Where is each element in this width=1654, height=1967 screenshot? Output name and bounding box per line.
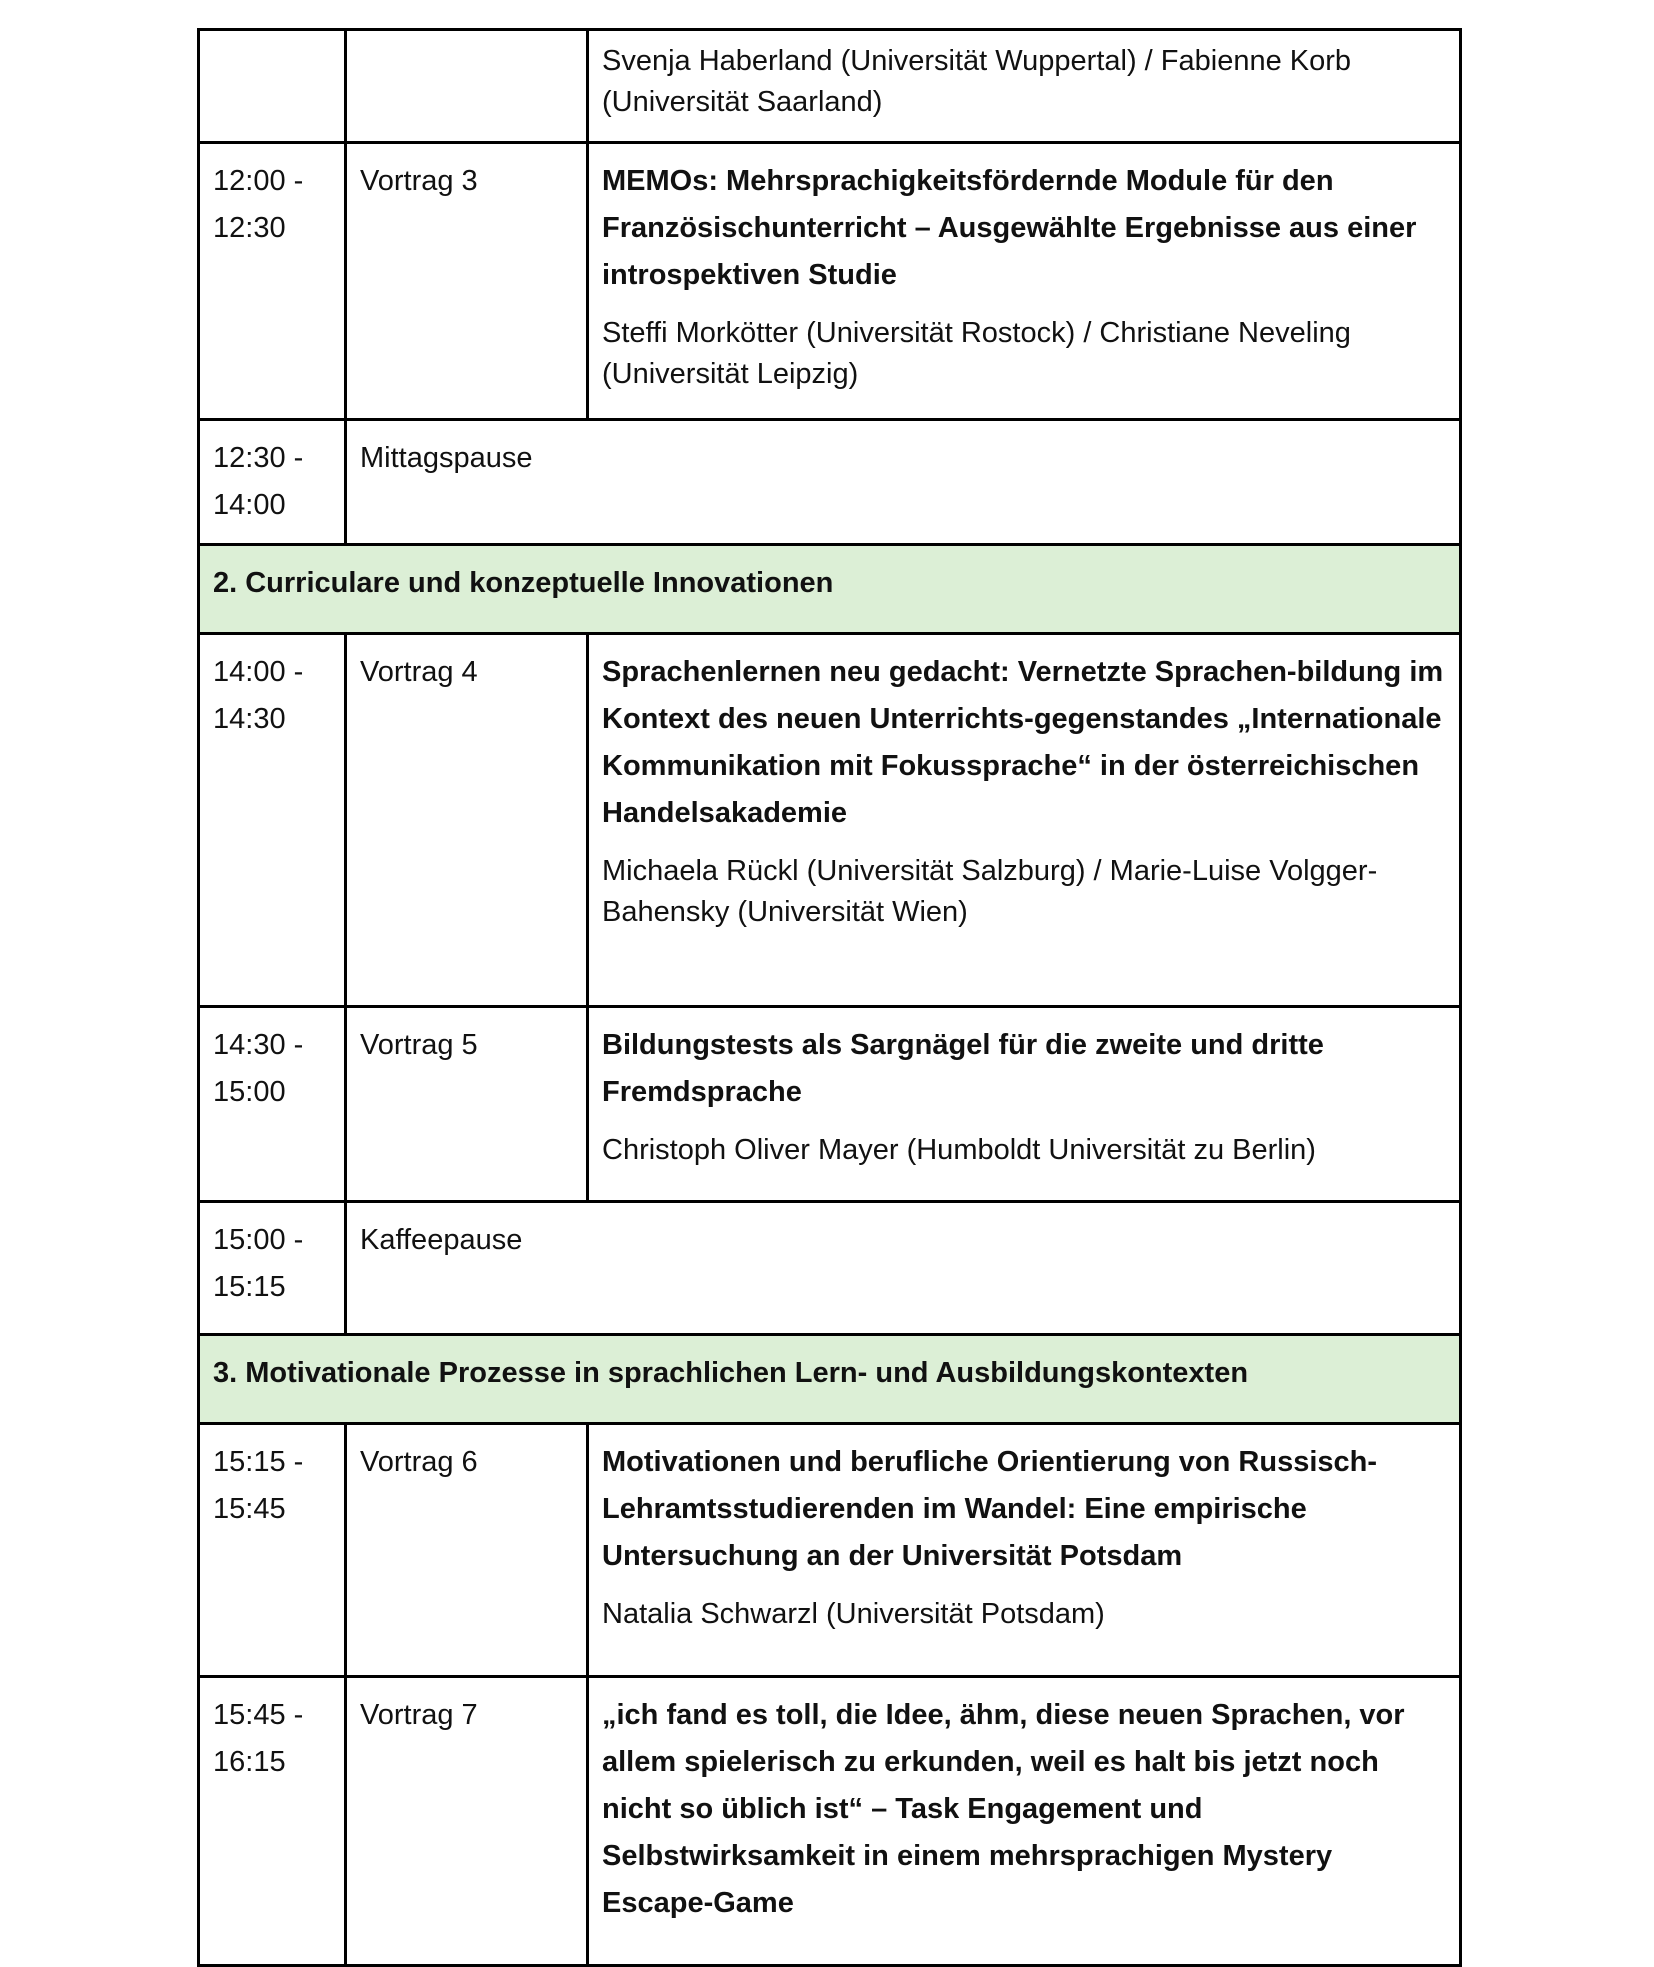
- talk-title: Sprachenlernen neu gedacht: Vernetzte Sprachen-bildung im Kontext des neuen Unterrichts-gegenstandes „Internationale Kommunikation mit Fokussprache“ in der österreichischen Handelsakademie: [602, 656, 1444, 829]
- talk-authors: Svenja Haberland (Universität Wuppertal) / Fabienne Korb (Universität Saarland): [602, 45, 1352, 118]
- table-row: [199, 1202, 1461, 1335]
- program-page: [197, 28, 1459, 1967]
- type-cell: Vortrag 6: [346, 1424, 588, 1677]
- talk-cell: [588, 1007, 1461, 1202]
- time-cell: 12:30 - 14:00: [199, 420, 346, 545]
- section-row: [199, 1335, 1461, 1424]
- talk-cell: [588, 634, 1461, 1007]
- talk-authors: Steffi Morkötter (Universität Rostock) / Christiane Neveling (Universität Leipzig): [602, 317, 1351, 390]
- time-cell: [199, 30, 346, 143]
- type-cell: Vortrag 3: [346, 143, 588, 420]
- program-table: [197, 28, 1462, 1967]
- table-row: [199, 1677, 1461, 1966]
- section-heading: 3. Motivationale Prozesse in sprachlichen Lern- und Ausbildungskontexten: [199, 1335, 1461, 1424]
- table-row: [199, 634, 1461, 1007]
- talk-cell: [588, 1677, 1461, 1966]
- talk-title: „ich fand es toll, die Idee, ähm, diese neuen Sprachen, vor allem spielerisch zu erkunden, weil es halt bis jetzt noch nicht so üblich ist“ – Task Engagement und Selbstwirksamkeit in einem mehrsprachigen Mystery Escape-Game: [602, 1699, 1405, 1919]
- time-cell: 12:00 - 12:30: [199, 143, 346, 420]
- talk-authors: Michaela Rückl (Universität Salzburg) / Marie-Luise Volgger-Bahensky (Universität Wien): [602, 855, 1378, 928]
- talk-authors: Natalia Schwarzl (Universität Potsdam): [602, 1598, 1105, 1630]
- section-row: [199, 545, 1461, 634]
- break-cell: Mittagspause: [346, 420, 1461, 545]
- time-cell: 15:15 - 15:45: [199, 1424, 346, 1677]
- section-heading: 2. Curriculare und konzeptuelle Innovationen: [199, 545, 1461, 634]
- table-row: [199, 143, 1461, 420]
- talk-cell: [588, 30, 1461, 143]
- talk-cell: [588, 1424, 1461, 1677]
- table-row: [199, 30, 1461, 143]
- time-cell: 14:00 - 14:30: [199, 634, 346, 1007]
- type-cell: Vortrag 7: [346, 1677, 588, 1966]
- type-cell: [346, 30, 588, 143]
- talk-title: Bildungstests als Sargnägel für die zweite und dritte Fremdsprache: [602, 1029, 1324, 1108]
- table-row: [199, 420, 1461, 545]
- type-cell: Vortrag 5: [346, 1007, 588, 1202]
- type-cell: Vortrag 4: [346, 634, 588, 1007]
- time-cell: 14:30 - 15:00: [199, 1007, 346, 1202]
- time-cell: 15:00 - 15:15: [199, 1202, 346, 1335]
- table-row: [199, 1007, 1461, 1202]
- talk-authors: Christoph Oliver Mayer (Humboldt Universität zu Berlin): [602, 1134, 1316, 1166]
- time-cell: 15:45 - 16:15: [199, 1677, 346, 1966]
- talk-title: MEMOs: Mehrsprachigkeitsfördernde Module für den Französischunterricht – Ausgewählte Ergebnisse aus einer introspektiven Studie: [602, 165, 1417, 291]
- table-row: [199, 1424, 1461, 1677]
- talk-title: Motivationen und berufliche Orientierung von Russisch-Lehramtsstudierenden im Wandel: Eine empirische Untersuchung an der Universität Potsdam: [602, 1446, 1378, 1572]
- break-cell: Kaffeepause: [346, 1202, 1461, 1335]
- talk-cell: [588, 143, 1461, 420]
